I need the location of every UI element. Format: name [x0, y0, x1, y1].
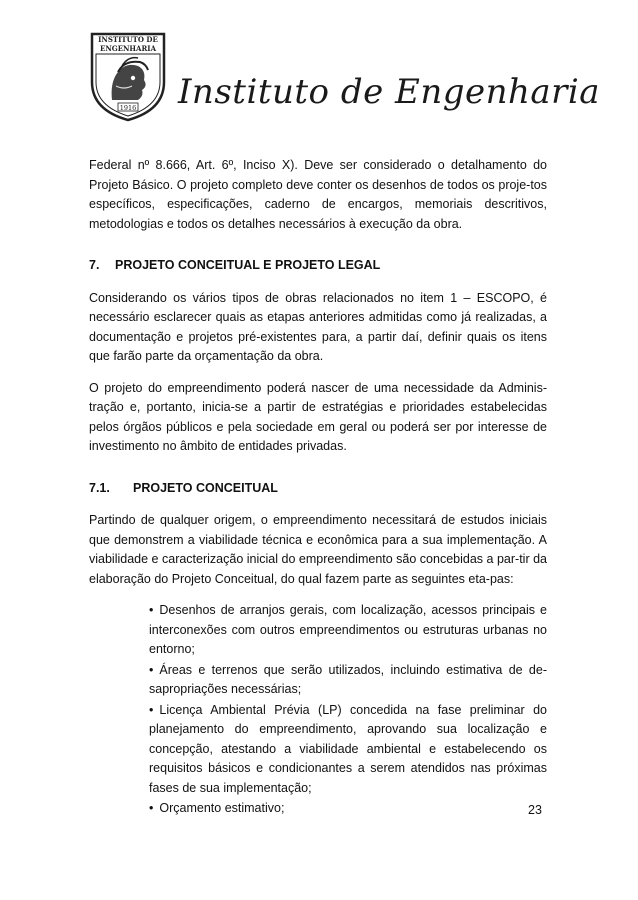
page-number: 23	[528, 803, 542, 817]
list-item: • Desenhos de arranjos gerais, com localização, acessos principais e interconexões com outros empreendimentos ou estruturas urbanas no entorno;	[149, 603, 547, 656]
list-item: • Áreas e terrenos que serão utilizados, incluindo estimativa de de-sapropriações necessárias;	[149, 662, 547, 696]
svg-text:INSTITUTO DE: INSTITUTO DE	[98, 35, 158, 44]
list-item: • Orçamento estimativo;	[149, 801, 285, 815]
institute-seal-logo	[88, 30, 168, 122]
stage-list	[89, 601, 547, 819]
section-7-1-paragraph: Partindo de qualquer origem, o empreendimento necessitará de estudos iniciais que demonstrem a viabilidade técnica e econômica para a sua implementação. A viabilidade e caracterização inicial do empreendimento são concebidas a par-tir da elaboração do Projeto Conceitual, do qual fazem parte as seguintes eta-pas:	[89, 513, 547, 586]
section-7-number: 7.	[89, 258, 100, 272]
document-body	[89, 156, 547, 820]
section-7-1-heading	[89, 479, 547, 499]
page-header	[88, 30, 601, 125]
svg-text:1916: 1916	[119, 104, 137, 112]
bullet-icon: •	[149, 801, 154, 815]
institute-brand-name: Instituto de Engenharia	[178, 72, 601, 112]
section-7-heading	[89, 256, 547, 276]
list-item: • Licença Ambiental Prévia (LP) concedida na fase preliminar do planejamento do empreendimento, aprovando sua localização e concepção, atestando a viabilidade ambiental e estabelecendo os requisitos básicos e condicionantes a serem atendidos nas próximas fases de sua implementação;	[149, 702, 547, 795]
section-7-paragraph-2: O projeto do empreendimento poderá nascer de uma necessidade da Adminis-tração e, portanto, inicia-se a partir de estratégias e prioridades estabelecidas pelos órgãos públicos e pela sociedade em geral ou poderá ser por interesse de investimento no âmbito de entidades privadas.	[89, 380, 547, 453]
section-7-paragraph-1: Considerando os vários tipos de obras relacionados no item 1 – ESCOPO, é necessário esclarecer quais as etapas anteriores admitidas como já realizadas, a documentação e projetos pré-existentes para, a partir daí, definir quais os itens que farão parte da orçamentação da obra.	[89, 290, 547, 363]
bullet-icon: •	[149, 662, 154, 677]
section-7-title: PROJETO CONCEITUAL E PROJETO LEGAL	[115, 258, 381, 272]
svg-text:ENGENHARIA: ENGENHARIA	[99, 44, 157, 53]
intro-paragraph: Federal nº 8.666, Art. 6º, Inciso X). Deve ser considerado o detalhamento do Projeto Básico. O projeto completo deve conter os desenhos de todos os proje-tos específicos, especificações, caderno de encargos, memoriais descritivos, metodologias e todos os detalhes necessários à execução da obra.	[89, 158, 547, 231]
bullet-icon: •	[149, 702, 154, 717]
bullet-icon: •	[149, 603, 154, 617]
section-7-1-title: PROJETO CONCEITUAL	[133, 480, 278, 495]
section-7-1-number: 7.1.	[89, 480, 110, 495]
